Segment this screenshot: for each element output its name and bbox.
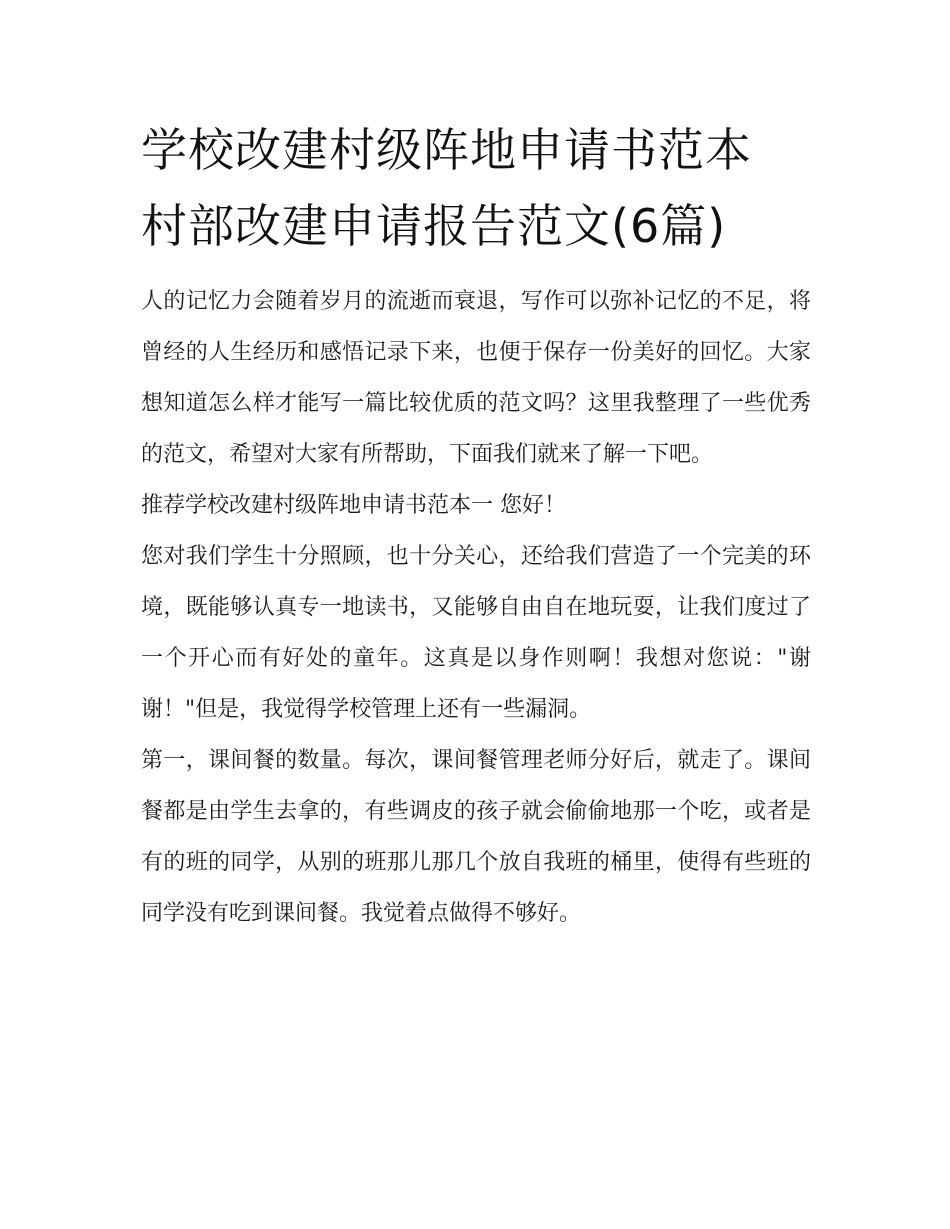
body-paragraph: 第一，课间餐的数量。每次，课间餐管理老师分好后，就走了。课间餐都是由学生去拿的，有些调皮的孩子就会偷偷地那一个吃，或者是有的班的同学，从别的班那儿那几个放自我班的桶里，使得有些班的同学没有吃到课间餐。我觉着点做得不够好。 — [141, 748, 811, 926]
document-body — [141, 276, 811, 939]
recommendation-heading: 推荐学校改建村级阵地申请书范本一 您好！ — [141, 493, 566, 518]
title-line-1: 学校改建村级阵地申请书范本 — [141, 123, 752, 177]
title-line-2: 村部改建申请报告范文(6篇) — [141, 199, 727, 253]
document-title — [141, 112, 821, 264]
body-paragraph: 您对我们学生十分照顾，也十分关心，还给我们营造了一个完美的环境，既能够认真专一地读书，又能够自由自在地玩耍，让我们度过了一个开心而有好处的童年。这真是以身作则啊！我想对您说："谢谢！"但是，我觉得学校管理上还有一些漏洞。 — [141, 544, 811, 722]
intro-paragraph: 人的记忆力会随着岁月的流逝而衰退，写作可以弥补记忆的不足，将曾经的人生经历和感悟记录下来，也便于保存一份美好的回忆。大家想知道怎么样才能写一篇比较优质的范文吗？这里我整理了一些优秀的范文，希望对大家有所帮助，下面我们就来了解一下吧。 — [141, 289, 811, 467]
